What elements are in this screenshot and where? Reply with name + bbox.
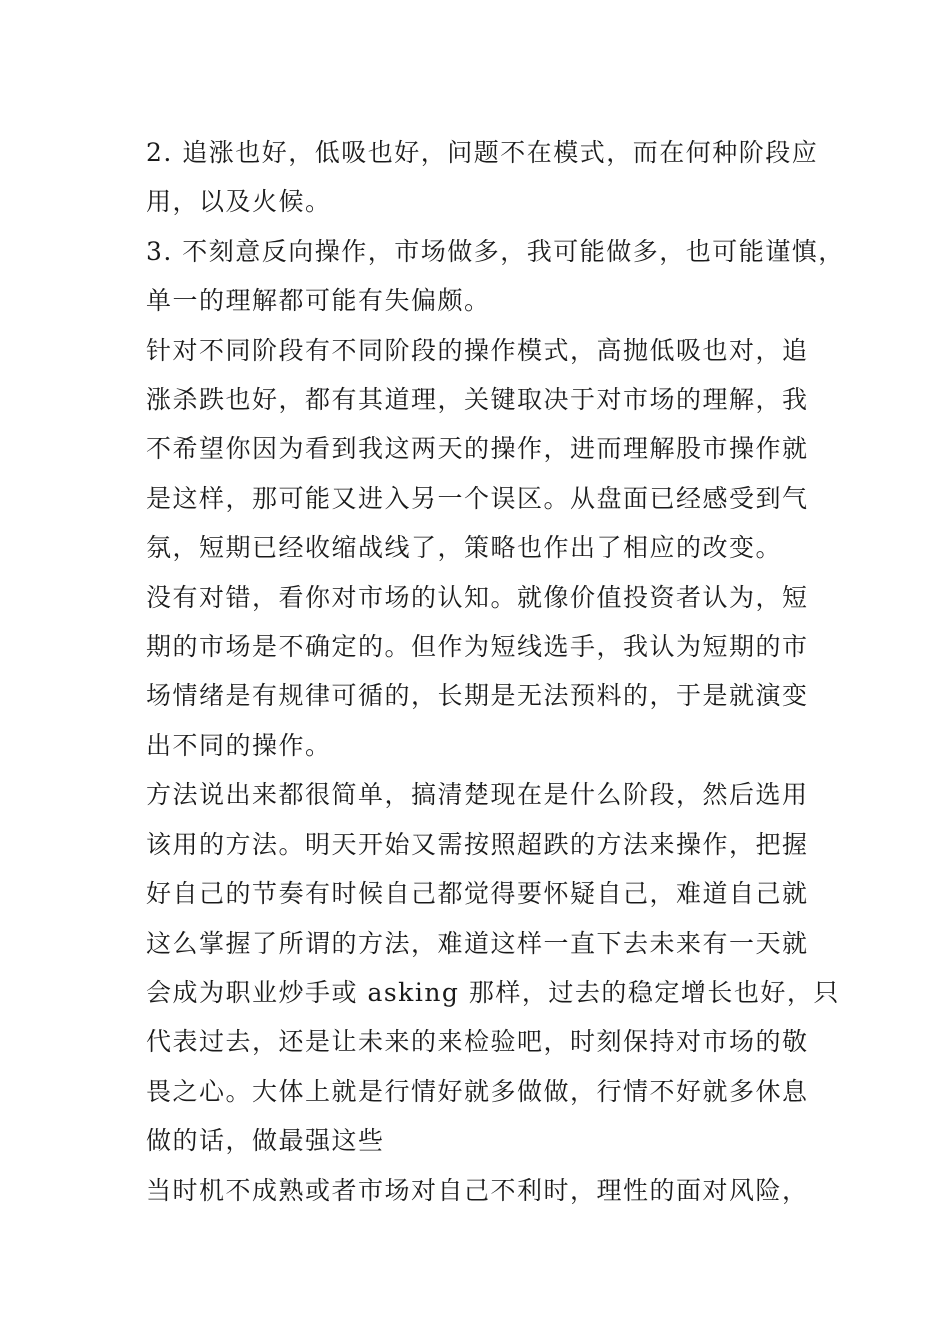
text-line: 出不同的操作。 [146, 730, 332, 760]
paragraph-2 [146, 227, 845, 326]
text-line: 是这样，那可能又进入另一个误区。从盘面已经感受到气 [146, 483, 809, 513]
text-line: 好自己的节奏有时候自己都觉得要怀疑自己，难道自己就 [146, 879, 809, 909]
text-line: 该用的方法。明天开始又需按照超跌的方法来操作，把握 [146, 829, 809, 859]
text-line: 没有对错，看你对市场的认知。就像价值投资者认为，短 [146, 582, 809, 612]
text-line: 这么掌握了所谓的方法，难道这样一直下去未来有一天就 [146, 928, 809, 958]
text-line: 代表过去，还是让未来的来检验吧，时刻保持对市场的敬 [146, 1027, 809, 1057]
text-line: 3. 不刻意反向操作，市场做多，我可能做多，也可能谨慎， [146, 236, 845, 266]
text-line: 不希望你因为看到我这两天的操作，进而理解股市操作就 [146, 434, 809, 464]
paragraph-6 [146, 1166, 826, 1215]
paragraph-5 [146, 770, 840, 1165]
document-body [146, 128, 845, 1215]
text-line: 针对不同阶段有不同阶段的操作模式，高抛低吸也对，追 [146, 335, 809, 365]
text-line: 场情绪是有规律可循的，长期是无法预料的，于是就演变 [146, 681, 809, 711]
text-line: 方法说出来都很简单，搞清楚现在是什么阶段，然后选用 [146, 780, 809, 810]
text-line: 畏之心。大体上就是行情好就多做做，行情不好就多休息 [146, 1076, 809, 1106]
text-line: 会成为职业炒手或 asking 那样，过去的稳定增长也好，只 [146, 977, 840, 1007]
text-line: 当时机不成熟或者市场对自己不利时，理性的面对风险， [146, 1175, 809, 1205]
text-line: 用，以及火候。 [146, 187, 332, 217]
paragraph-3 [146, 326, 826, 573]
text-line: 做的话，做最强这些 [146, 1126, 385, 1156]
text-line: 2. 追涨也好，低吸也好，问题不在模式，而在何种阶段应 [146, 138, 819, 167]
text-line: 单一的理解都可能有失偏颇。 [146, 286, 491, 316]
text-line: 涨杀跌也好，都有其道理，关键取决于对市场的理解，我 [146, 385, 809, 415]
text-line: 期的市场是不确定的。但作为短线选手，我认为短期的市 [146, 632, 809, 662]
paragraph-4 [146, 573, 826, 771]
paragraph-1 [146, 128, 826, 227]
text-line: 氛，短期已经收缩战线了，策略也作出了相应的改变。 [146, 533, 783, 563]
